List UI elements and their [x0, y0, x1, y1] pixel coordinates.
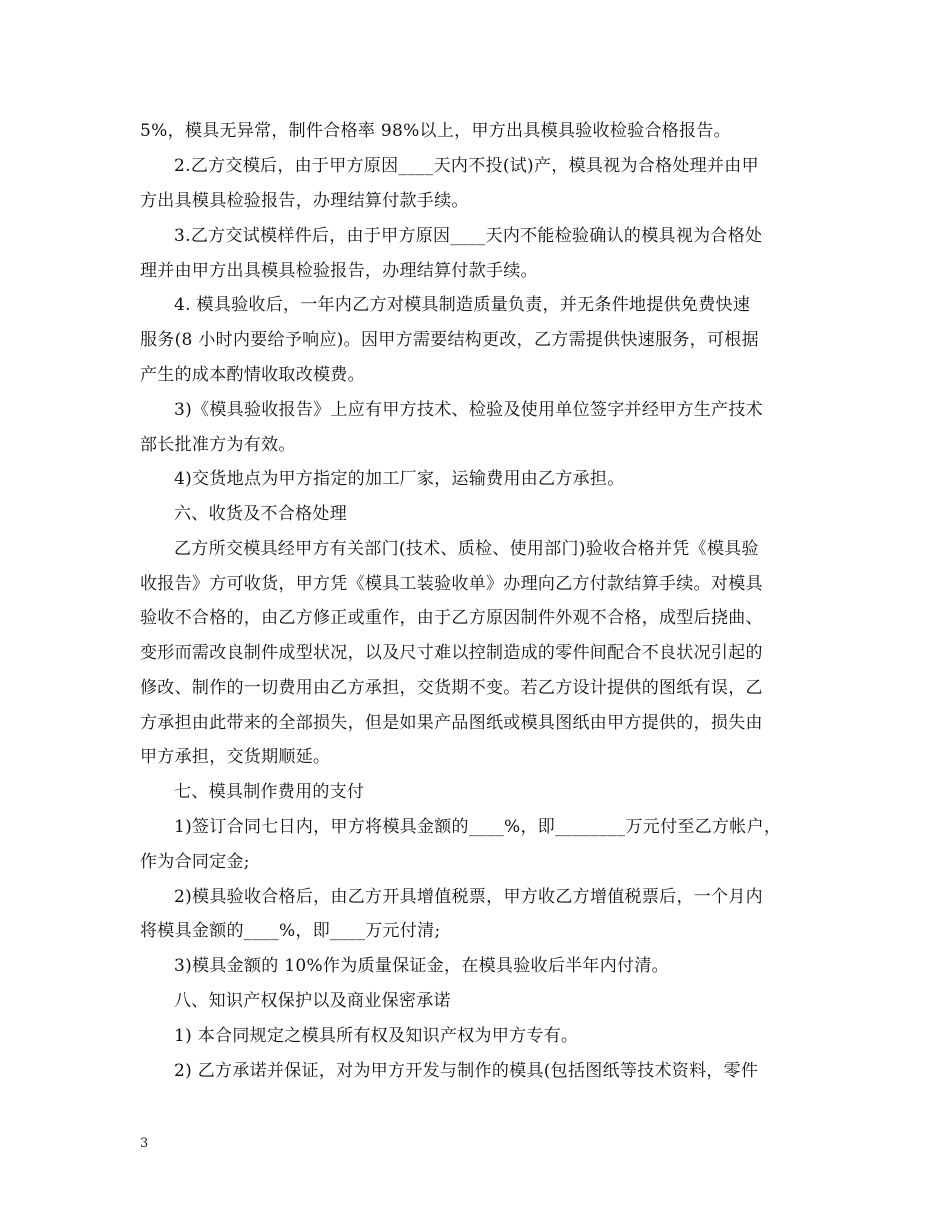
text-line: 作为合同定金; — [140, 852, 250, 872]
text-line: 甲方承担，交货期顺延。 — [140, 747, 331, 767]
text-line: 3)《模具验收报告》上应有甲方技术、检验及使用单位签字并经甲方生产技术 — [174, 400, 763, 420]
section-heading: 六、收货及不合格处理 — [174, 504, 347, 524]
text-line: 方承担由此带来的全部损失，但是如果产品图纸或模具图纸由甲方提供的，损失由 — [140, 713, 763, 733]
section-heading: 八、知识产权保护以及商业保密承诺 — [174, 991, 451, 1011]
text-line: 验收不合格的，由乙方修正或重作，由于乙方原因制件外观不合格，成型后挠曲、 — [140, 608, 763, 628]
text-line: 3)模具金额的 10%作为质量保证金，在模具验收后半年内付清。 — [174, 956, 669, 976]
text-line: 理并由甲方出具模具检验报告，办理结算付款手续。 — [140, 261, 538, 281]
text-line: 变形而需改良制件成型状况，以及尺寸难以控制造成的零件间配合不良状况引起的 — [140, 643, 763, 663]
text-line: 1)签订合同七日内，甲方将模具金额的____%，即________万元付至乙方帐户， — [174, 817, 782, 837]
text-line: 4)交货地点为甲方指定的加工厂家，运输费用由乙方承担。 — [174, 469, 625, 489]
text-line: 服务(8 小时内要给予响应)。因甲方需要结构更改，乙方需提供快速服务，可根据 — [140, 330, 759, 350]
text-line: 5%，模具无异常，制件合格率 98%以上，甲方出具模具验收检验合格报告。 — [140, 121, 731, 141]
text-line: 收报告》方可收货，甲方凭《模具工装验收单》办理向乙方付款结算手续。对模具 — [140, 574, 763, 594]
text-line: 2) 乙方承诺并保证，对为甲方开发与制作的模具(包括图纸等技术资料，零件 — [174, 1061, 759, 1081]
section-heading: 七、模具制作费用的支付 — [174, 782, 365, 802]
text-line: 乙方所交模具经甲方有关部门(技术、质检、使用部门)验收合格并凭《模具验 — [174, 539, 759, 559]
text-line: 方出具模具检验报告，办理结算付款手续。 — [140, 191, 469, 211]
page-number: 3 — [140, 1136, 149, 1151]
text-line: 3.乙方交试模样件后，由于甲方原因____天内不能检验确认的模具视为合格处 — [174, 226, 763, 246]
text-line: 4. 模具验收后，一年内乙方对模具制造质量负责，并无条件地提供免费快速 — [174, 295, 751, 315]
text-line: 将模具金额的____%，即____万元付清; — [140, 921, 441, 941]
text-line: 部长批准方为有效。 — [140, 435, 296, 455]
text-line: 1) 本合同规定之模具所有权及知识产权为甲方专有。 — [174, 1026, 579, 1046]
text-line: 修改、制作的一切费用由乙方承担，交货期不变。若乙方设计提供的图纸有误，乙 — [140, 678, 763, 698]
text-line: 产生的成本酌情收取改模费。 — [140, 365, 365, 385]
text-line: 2.乙方交模后，由于甲方原因____天内不投(试)产，模具视为合格处理并由甲 — [174, 156, 759, 176]
text-line: 2)模具验收合格后，由乙方开具增值税票，甲方收乙方增值税票后，一个月内 — [174, 887, 763, 907]
